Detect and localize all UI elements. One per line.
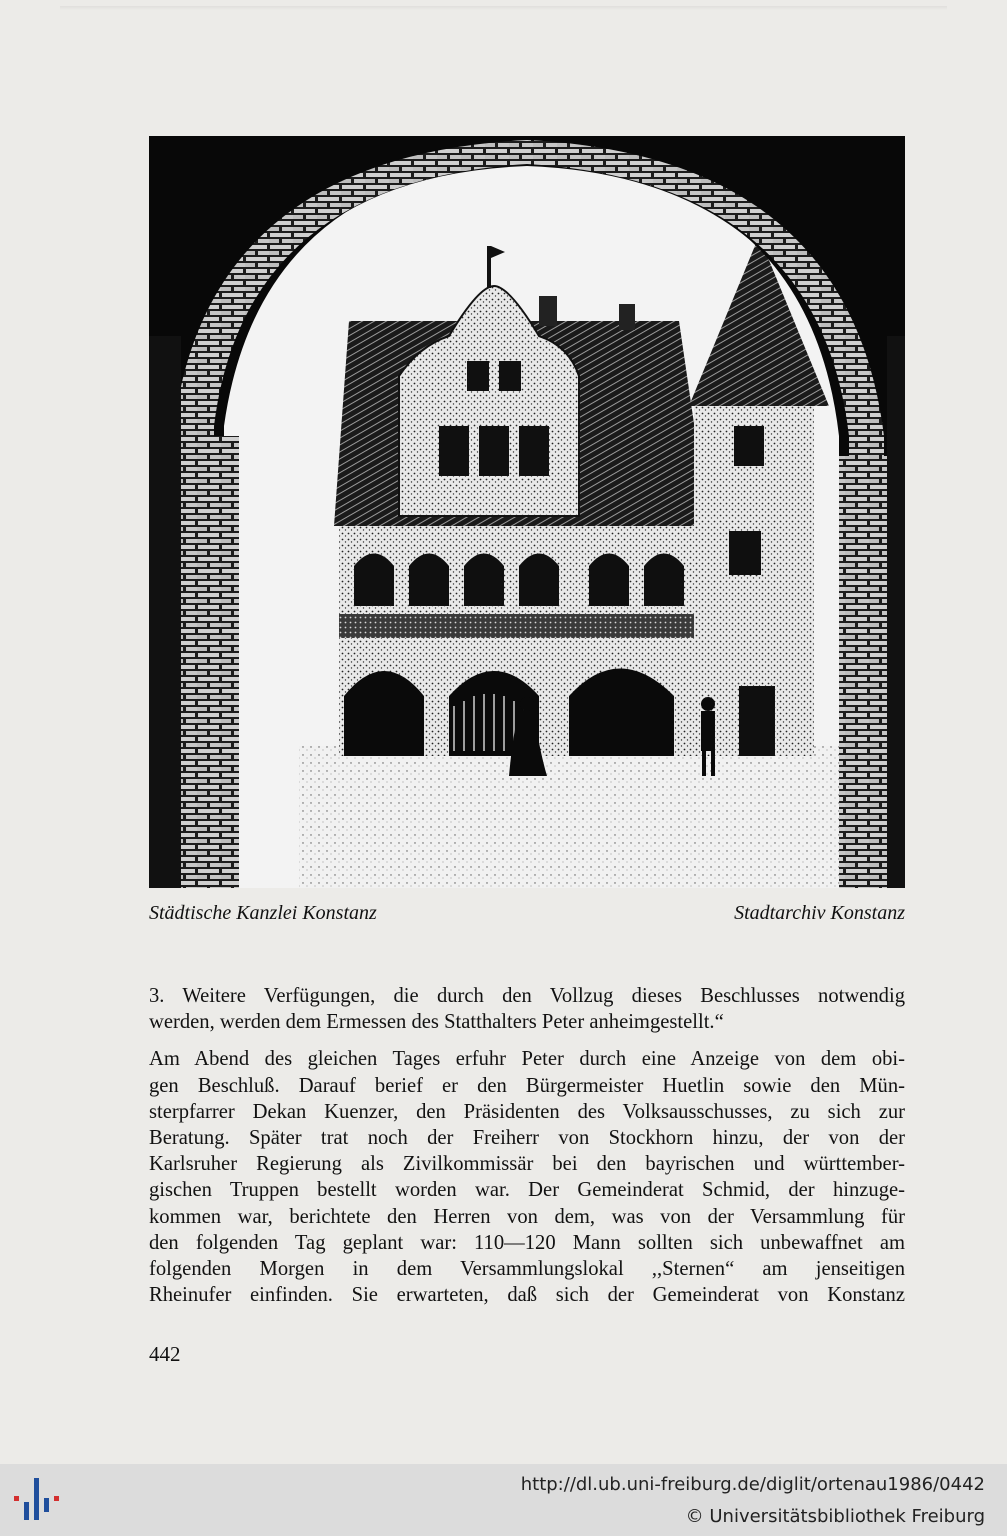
text-line: kommen war, berichtete den Herren von dem, was von der Versammlung für bbox=[149, 1205, 905, 1228]
caption-source: Stadtarchiv Konstanz bbox=[734, 902, 905, 924]
text-line: Rheinufer einfinden. Sie erwarteten, daß sich der Gemeinderat von Konstanz bbox=[149, 1284, 905, 1307]
engraving-image bbox=[149, 136, 905, 888]
text-line: Am Abend des gleichen Tages erfuhr Peter durch eine Anzeige von dem obi- bbox=[149, 1048, 905, 1071]
page-edge bbox=[60, 6, 947, 10]
footer-bar bbox=[0, 1464, 1007, 1536]
text-line: folgenden Morgen in dem Versammlungslokal ,,Sternen“ am jenseitigen bbox=[149, 1258, 905, 1281]
courtyard-engraving-svg bbox=[149, 136, 905, 888]
caption-title: Städtische Kanzlei Konstanz bbox=[149, 902, 377, 924]
text-line: Karlsruher Regierung als Zivilkommissär bei den bayrischen und württember- bbox=[149, 1153, 905, 1176]
text-line: gischen Truppen bestellt worden war. Der Gemeinderat Schmid, der hinzuge- bbox=[149, 1179, 905, 1202]
text-line: den folgenden Tag geplant war: 110—120 Mann sollten sich unbewaffnet am bbox=[149, 1231, 905, 1254]
page-number: 442 bbox=[149, 1342, 181, 1366]
text-line: 3. Weitere Verfügungen, die durch den Vollzug dieses Beschlusses notwendig bbox=[149, 985, 905, 1007]
body-text bbox=[149, 983, 905, 1308]
ub-freiburg-logo-icon[interactable] bbox=[10, 1474, 66, 1524]
paragraph-2 bbox=[149, 1046, 905, 1308]
paragraph-1 bbox=[149, 983, 905, 1035]
source-url-link[interactable]: http://dl.ub.uni-freiburg.de/diglit/ortenau1986/0442 bbox=[520, 1474, 985, 1495]
text-line: Beratung. Später trat noch der Freiherr von Stockhorn hinzu, der von der bbox=[149, 1127, 905, 1150]
text-line: gen Beschluß. Darauf berief er den Bürgermeister Huetlin sowie den Mün- bbox=[149, 1074, 905, 1097]
text-line: werden, werden dem Ermessen des Statthalters Peter anheimgestellt.“ bbox=[149, 1011, 724, 1034]
figure-caption bbox=[149, 902, 905, 930]
copyright-notice: © Universitätsbibliothek Freiburg bbox=[685, 1506, 985, 1527]
text-line: sterpfarrer Dekan Kuenzer, den Präsidenten des Volksausschusses, zu sich zur bbox=[149, 1100, 905, 1123]
